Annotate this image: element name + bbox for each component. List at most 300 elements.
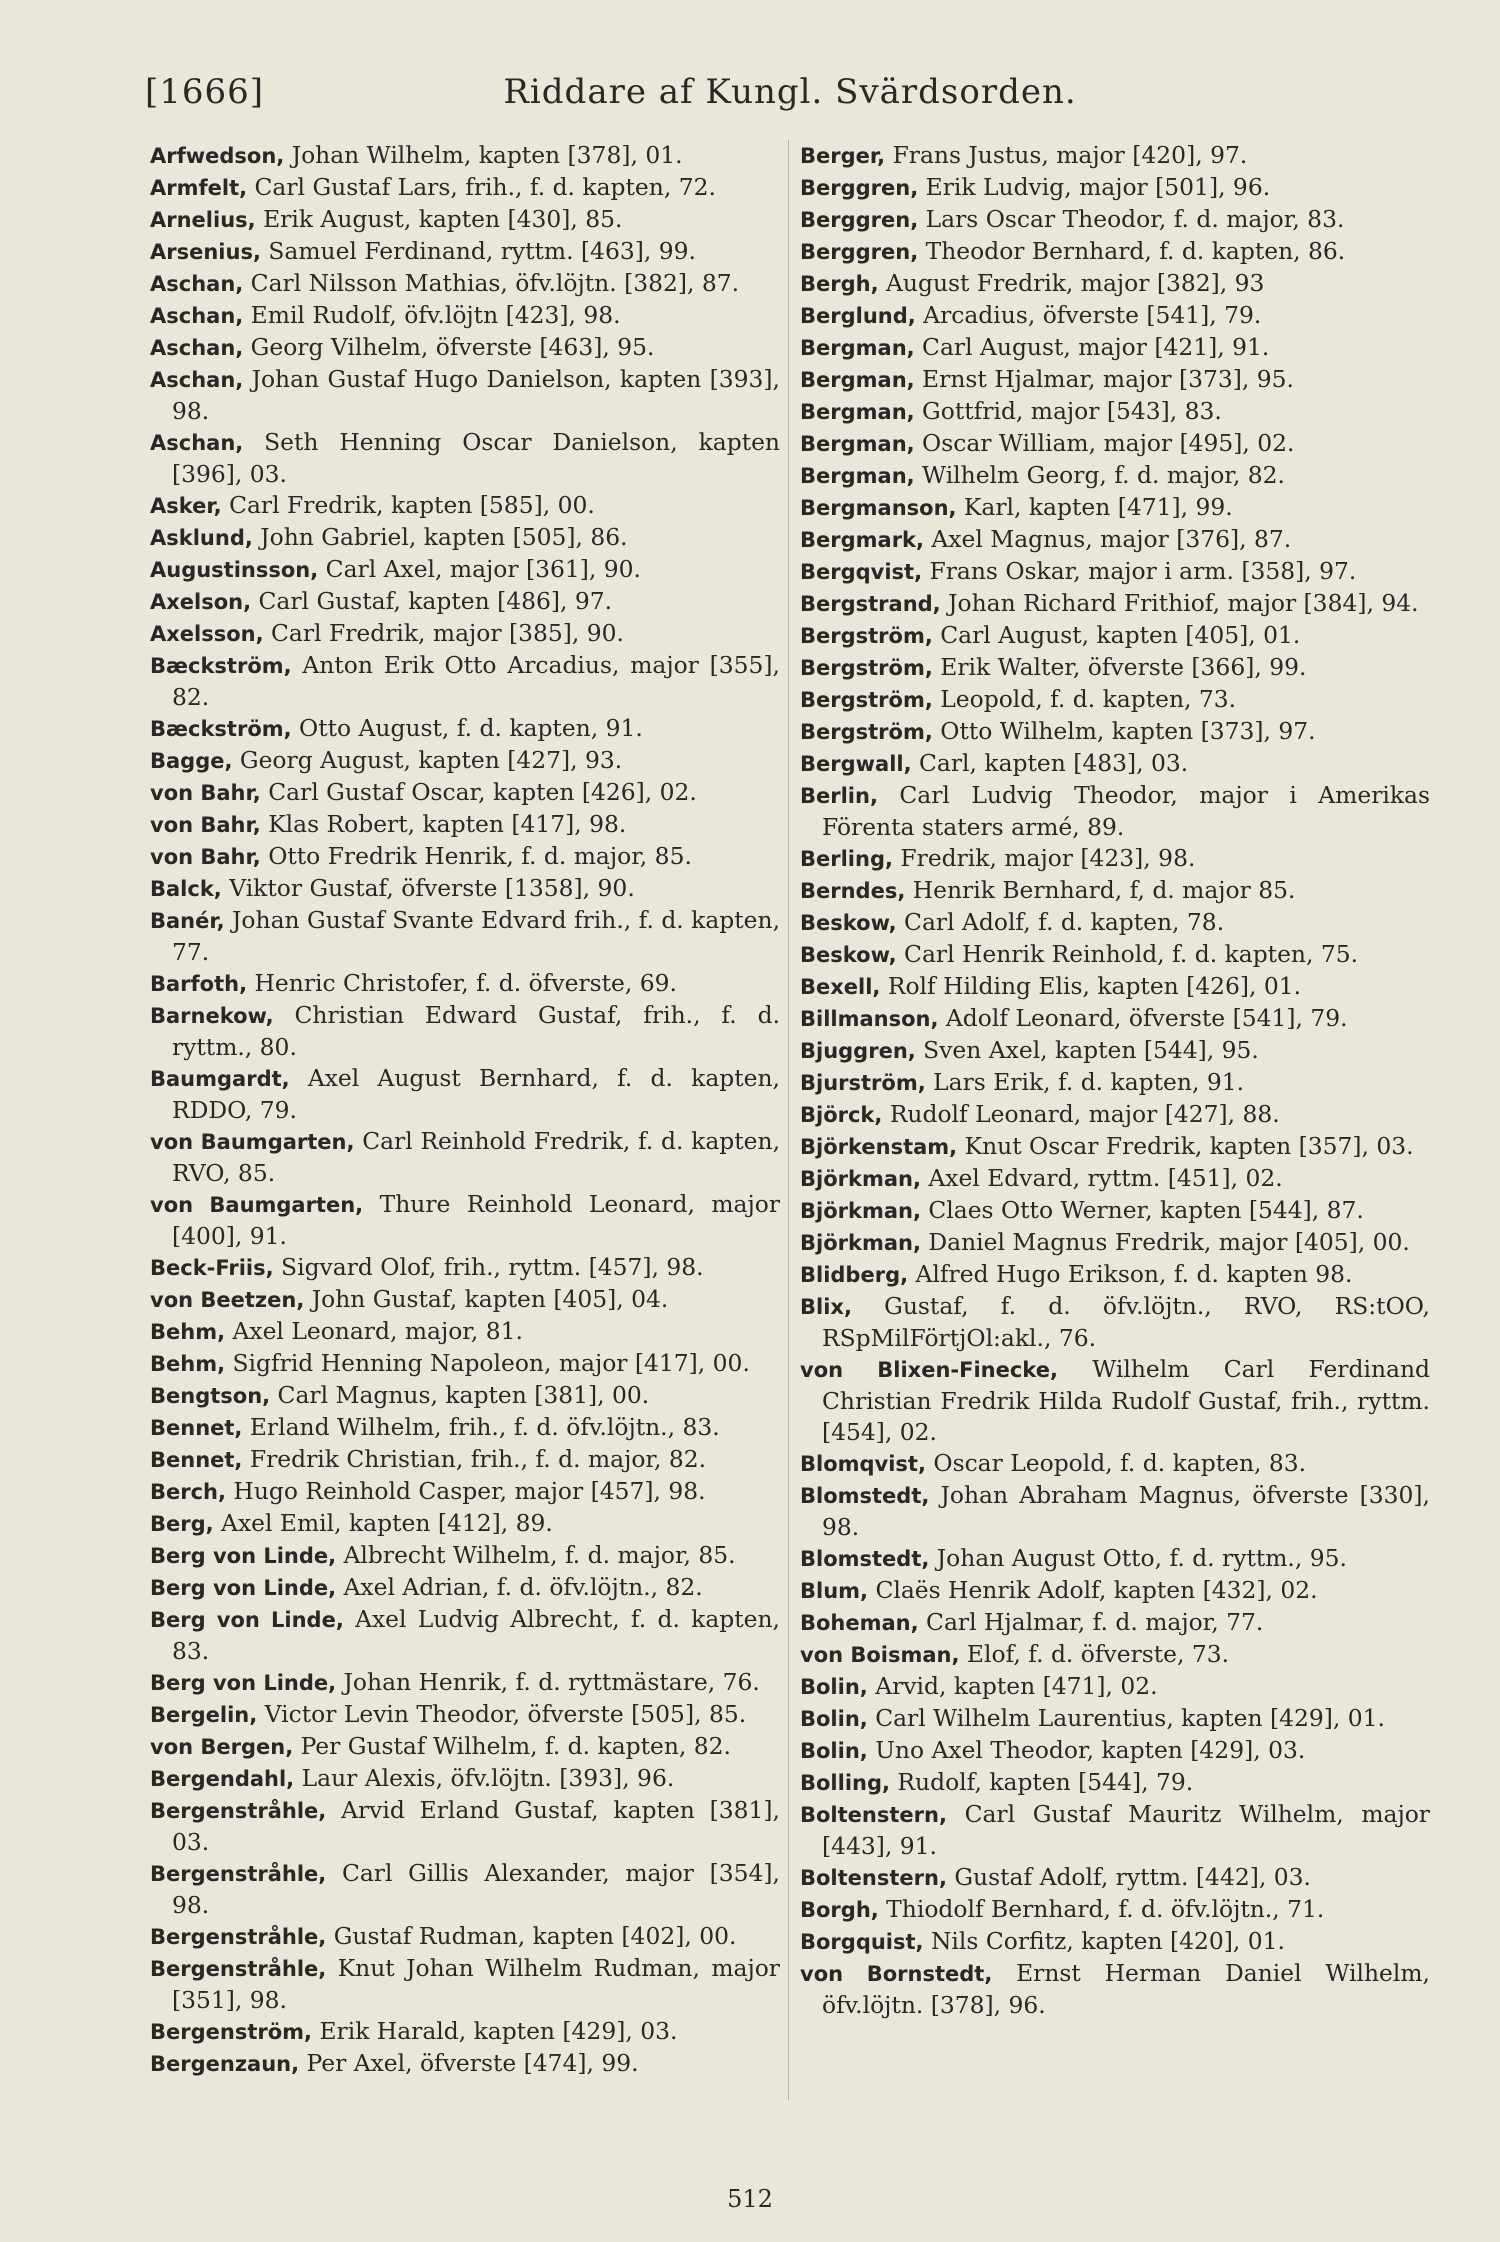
entry-details: Ernst Hjalmar, major [373], 95. [914,365,1294,393]
register-entry [150,777,780,809]
entry-details: Daniel Magnus Fredrik, major [405], 00. [920,1228,1410,1256]
register-entry [150,1284,780,1316]
register-entry [150,300,780,332]
entry-details: Viktor Gustaf, öfverste [1358], 90. [221,874,635,902]
entry-details: Erik August, kapten [430], 85. [255,205,623,233]
entry-surname: Bennet, [150,1416,243,1440]
entry-details: Lars Erik, f. d. kapten, 91. [925,1068,1245,1096]
entry-details: Axel Edvard, ryttm. [451], 02. [920,1164,1283,1192]
entry-details: Lars Oscar Theodor, f. d. major, 83. [918,205,1345,233]
entry-surname: Boheman, [800,1611,919,1635]
register-entry [150,1252,780,1284]
entry-details: Claës Henrik Adolf, kapten [432], 02. [868,1576,1318,1604]
register-entry [800,684,1430,716]
entry-surname: Aschan, [150,368,244,392]
register-entry [800,1543,1430,1575]
register-entry [150,1444,780,1476]
entry-details: Erik Harald, kapten [429], 03. [312,2017,678,2045]
left-column [150,140,780,2080]
entry-details: Axel Adrian, f. d. öfv.löjtn., 82. [336,1573,703,1601]
entry-surname: von Baumgarten, [150,1130,355,1154]
entry-surname: Bergström, [800,688,933,712]
register-entry [150,522,780,554]
register-entry [800,236,1430,268]
entry-details: Wilhelm Georg, f. d. major, 82. [914,461,1285,489]
entry-surname: Bagge, [150,749,233,773]
entry-surname: Balck, [150,877,222,901]
register-columns [150,140,1440,2100]
register-entry [150,1508,780,1540]
entry-details: Elof, f. d. öfverste, 73. [959,1640,1230,1668]
entry-surname: Bæckström, [150,654,292,678]
register-entry [150,1731,780,1763]
entry-details: Henric Christofer, f. d. öfverste, 69. [247,969,677,997]
entry-surname: Bengtson, [150,1384,271,1408]
register-entry [150,1189,780,1252]
entry-details: Victor Levin Theodor, öfverste [505], 85. [257,1700,747,1728]
register-entry [150,1540,780,1572]
entry-details: Carl Hjalmar, f. d. major, 77. [918,1608,1264,1636]
entry-details: Carl August, kapten [405], 01. [932,621,1301,649]
register-entry [800,1480,1430,1543]
register-entry [800,1003,1430,1035]
entry-details: Carl Wilhelm Laurentius, kapten [429], 01. [867,1704,1385,1732]
register-entry [150,586,780,618]
entry-details: Axel Leonard, major, 81. [225,1317,523,1345]
register-entry [800,1195,1430,1227]
entry-surname: von Baumgarten, [150,1193,364,1217]
entry-surname: von Beetzen, [150,1288,305,1312]
entry-details: Rudolf, kapten [544], 79. [890,1768,1194,1796]
entry-details: Axel Emil, kapten [412], 89. [213,1509,553,1537]
entry-details: Ernst Herman Daniel Wilhelm, öfv.löjtn. [378], 96. [822,1959,1430,2019]
entry-surname: Banér, [150,909,225,933]
entry-surname: Behm, [150,1320,226,1344]
entry-details: Johan Henrik, f. d. ryttmästare, 76. [336,1668,760,1696]
entry-details: Carl Axel, major [361], 90. [318,555,641,583]
entry-surname: Arnelius, [150,208,256,232]
page-header [145,62,1435,122]
register-entry [800,875,1430,907]
entry-surname: Bergenstråhle, [150,1862,327,1886]
entry-surname: Bergenzaun, [150,2052,300,2076]
entry-surname: Axelsson, [150,622,264,646]
entry-details: Emil Rudolf, öfv.löjtn [423], 98. [243,301,621,329]
register-entry [800,971,1430,1003]
entry-surname: Berndes, [800,879,906,903]
entry-details: Gustaf, f. d. öfv.löjtn., RVO, RS:tOO, RSpMilFörtjOl:akl., 76. [822,1292,1430,1352]
entry-surname: Bergmanson, [800,496,957,520]
register-entry [800,1703,1430,1735]
register-entry [800,300,1430,332]
register-entry [800,620,1430,652]
header-page-bracket: [1666] [145,72,265,112]
entry-details: Alfred Hugo Erikson, f. d. kapten 98. [908,1260,1353,1288]
entry-surname: Berg von Linde, [150,1671,337,1695]
register-entry [150,809,780,841]
entry-surname: Bennet, [150,1448,243,1472]
register-entry [800,588,1430,620]
register-entry [150,1348,780,1380]
entry-surname: Boltenstern, [800,1803,947,1827]
entry-details: Frans Justus, major [420], 97. [885,141,1248,169]
entry-surname: von Bergen, [150,1735,294,1759]
entry-surname: Bolin, [800,1739,868,1763]
register-entry [150,2016,780,2048]
entry-surname: Borgquist, [800,1930,924,1954]
register-entry [150,140,780,172]
entry-details: Carl Gustaf Lars, frih., f. d. kapten, 72. [247,173,716,201]
entry-surname: Beskow, [800,943,897,967]
register-entry [150,1699,780,1731]
entry-surname: Aschan, [150,304,244,328]
entry-surname: Bolling, [800,1771,890,1795]
entry-surname: Bergwall, [800,752,912,776]
entry-details: Theodor Bernhard, f. d. kapten, 86. [918,237,1346,265]
register-entry [150,2048,780,2080]
register-entry [800,1291,1430,1354]
register-entry [800,204,1430,236]
entry-details: John Gustaf, kapten [405], 04. [304,1285,669,1313]
entry-details: Carl Fredrik, major [385], 90. [263,619,624,647]
register-entry [800,1067,1430,1099]
register-entry [150,490,780,522]
register-entry [150,1667,780,1699]
entry-surname: Blomqvist, [800,1452,926,1476]
entry-surname: Aschan, [150,336,244,360]
entry-surname: Borgh, [800,1898,879,1922]
entry-details: Anton Erik Otto Arcadius, major [355], 82. [172,651,780,711]
entry-details: Carl Henrik Reinhold, f. d. kapten, 75. [896,940,1359,968]
entry-surname: Bergman, [800,336,915,360]
register-entry [150,1476,780,1508]
register-entry [800,1767,1430,1799]
entry-details: Axel Ludvig Albrecht, f. d. kapten, 83. [172,1605,780,1665]
register-entry [150,1316,780,1348]
entry-surname: von Boisman, [800,1643,960,1667]
entry-surname: Berling, [800,847,893,871]
register-entry [800,556,1430,588]
entry-details: August Fredrik, major [382], 93 [878,269,1265,297]
header-title: Riddare af Kungl. Svärdsorden. [503,72,1077,112]
entry-surname: von Blixen-Finecke, [800,1358,1058,1382]
entry-details: Sigvard Olof, frih., ryttm. [457], 98. [273,1253,704,1281]
entry-details: Christian Edward Gustaf, frih., f. d. ryttm., 80. [172,1001,780,1061]
entry-surname: Berglund, [800,304,916,328]
entry-surname: Bergendahl, [150,1767,295,1791]
register-entry [150,1921,780,1953]
entry-surname: Blum, [800,1579,869,1603]
entry-details: Karl, kapten [471], 99. [956,493,1233,521]
entry-surname: Bergström, [800,624,933,648]
register-entry [800,524,1430,556]
entry-surname: Björkman, [800,1199,921,1223]
register-entry [800,492,1430,524]
entry-surname: Axelson, [150,590,252,614]
entry-details: Fredrik Christian, frih., f. d. major, 82. [242,1445,707,1473]
entry-surname: Berlin, [800,784,878,808]
entry-surname: Barfoth, [150,972,248,996]
register-entry [800,140,1430,172]
register-entry [150,1795,780,1858]
entry-surname: Bergenstråhle, [150,1799,327,1823]
entry-details: Claes Otto Werner, kapten [544], 87. [920,1196,1364,1224]
register-entry [150,873,780,905]
entry-surname: Berger, [800,144,886,168]
register-entry [800,1958,1430,2021]
entry-details: Sven Axel, kapten [544], 95. [915,1036,1259,1064]
register-entry [150,1604,780,1667]
entry-surname: Arsenius, [150,240,261,264]
entry-details: Thure Reinhold Leonard, major [400], 91. [172,1190,781,1250]
register-entry [800,1894,1430,1926]
entry-surname: Blidberg, [800,1263,909,1287]
register-entry [800,1448,1430,1480]
register-entry [150,745,780,777]
entry-details: Otto Wilhelm, kapten [373], 97. [932,717,1316,745]
entry-details: Carl Ludvig Theodor, major i Amerikas Förenta staters armé, 89. [822,781,1430,841]
register-entry [800,1354,1430,1448]
register-entry [150,1063,780,1126]
entry-surname: Berg von Linde, [150,1544,337,1568]
entry-surname: von Bahr, [150,845,261,869]
entry-details: Rudolf Leonard, major [427], 88. [882,1100,1280,1128]
entry-surname: von Bahr, [150,813,261,837]
page-number: 512 [727,2185,773,2213]
entry-details: Carl Gillis Alexander, major [354], 98. [172,1859,780,1919]
entry-surname: Bergström, [800,720,933,744]
register-entry [800,1639,1430,1671]
entry-details: Leopold, f. d. kapten, 73. [932,685,1237,713]
entry-surname: Aschan, [150,431,244,455]
entry-details: Carl August, major [421], 91. [914,333,1270,361]
entry-surname: Boltenstern, [800,1866,947,1890]
register-entry [800,1799,1430,1862]
entry-surname: Beck-Friis, [150,1256,274,1280]
entry-details: Axel Magnus, major [376], 87. [924,525,1292,553]
entry-surname: Berggren, [800,208,919,232]
register-entry [800,428,1430,460]
entry-details: Gustaf Rudman, kapten [402], 00. [326,1922,737,1950]
entry-surname: Bergenstråhle, [150,1957,327,1981]
entry-surname: von Bahr, [150,781,261,805]
entry-details: Johan Gustaf Svante Edvard frih., f. d. kapten, 77. [172,906,781,966]
entry-surname: Bergmark, [800,528,924,552]
register-entry [800,716,1430,748]
entry-details: Fredrik, major [423], 98. [892,844,1196,872]
entry-surname: Barnekow, [150,1004,274,1028]
entry-details: Gustaf Adolf, ryttm. [442], 03. [946,1863,1311,1891]
entry-surname: Bexell, [800,975,881,999]
entry-details: Axel August Bernhard, f. d. kapten, RDDO, 79. [172,1064,780,1124]
register-entry [150,1858,780,1921]
register-entry [800,1259,1430,1291]
entry-details: Erland Wilhelm, frih., f. d. öfv.löjtn., 83. [242,1413,720,1441]
register-entry [800,1163,1430,1195]
register-entry [150,1572,780,1604]
entry-surname: Bergman, [800,368,915,392]
entry-details: John Gabriel, kapten [505], 86. [252,523,628,551]
register-entry [800,1575,1430,1607]
entry-details: Samuel Ferdinand, ryttm. [463], 99. [260,237,696,265]
register-entry [150,618,780,650]
register-entry [150,427,780,490]
entry-surname: Berggren, [800,176,919,200]
entry-details: Laur Alexis, öfv.löjtn. [393], 96. [294,1764,675,1792]
entry-details: Carl Gustaf Mauritz Wilhelm, major [443], 91. [822,1800,1430,1860]
entry-surname: Armfelt, [150,176,248,200]
register-entry [150,1953,780,2016]
entry-details: Nils Corfitz, kapten [420], 01. [923,1927,1285,1955]
entry-details: Johan August Otto, f. d. ryttm., 95. [929,1544,1347,1572]
register-entry [150,1763,780,1795]
entry-surname: Björkman, [800,1167,921,1191]
register-entry [800,1735,1430,1767]
page-footer [0,2185,1500,2213]
register-entry [800,460,1430,492]
register-entry [800,396,1430,428]
entry-details: Carl Nilsson Mathias, öfv.löjtn. [382], 87. [243,269,740,297]
register-entry [800,780,1430,843]
entry-surname: Björck, [800,1103,883,1127]
register-entry [150,1126,780,1189]
entry-details: Otto August, f. d. kapten, 91. [291,714,643,742]
entry-surname: Berg von Linde, [150,1576,337,1600]
entry-details: Carl Gustaf Oscar, kapten [426], 02. [260,778,697,806]
entry-details: Carl Adolf, f. d. kapten, 78. [896,908,1225,936]
entry-details: Henrik Bernhard, f, d. major 85. [905,876,1296,904]
entry-surname: Bolin, [800,1675,868,1699]
entry-details: Georg August, kapten [427], 93. [232,746,623,774]
entry-surname: Behm, [150,1352,226,1376]
entry-details: Arvid Erland Gustaf, kapten [381], 03. [172,1796,780,1856]
register-entry [800,939,1430,971]
entry-details: Carl Reinhold Fredrik, f. d. kapten, RVO, 85. [172,1127,781,1187]
entry-surname: Bergström, [800,656,933,680]
entry-surname: Augustinsson, [150,558,319,582]
entry-surname: Blomstedt, [800,1547,930,1571]
entry-surname: Berch, [150,1480,226,1504]
register-entry [800,907,1430,939]
entry-surname: Bæckström, [150,717,292,741]
entry-details: Uno Axel Theodor, kapten [429], 03. [867,1736,1306,1764]
register-entry [800,1035,1430,1067]
entry-details: Carl Gustaf, kapten [486], 97. [251,587,613,615]
register-entry [150,332,780,364]
entry-details: Rolf Hilding Elis, kapten [426], 01. [880,972,1302,1000]
register-entry [150,905,780,968]
entry-details: Per Gustaf Wilhelm, f. d. kapten, 82. [293,1732,731,1760]
register-entry [150,204,780,236]
entry-surname: Bjurström, [800,1071,926,1095]
entry-details: Erik Walter, öfverste [366], 99. [932,653,1307,681]
entry-surname: Berggren, [800,240,919,264]
entry-details: Oscar Leopold, f. d. kapten, 83. [925,1449,1307,1477]
entry-details: Gottfrid, major [543], 83. [914,397,1222,425]
entry-details: Hugo Reinhold Casper, major [457], 98. [225,1477,706,1505]
entry-surname: Aschan, [150,272,244,296]
entry-surname: Berg von Linde, [150,1608,344,1632]
entry-details: Knut Oscar Fredrik, kapten [357], 03. [957,1132,1414,1160]
entry-details: Klas Robert, kapten [417], 98. [260,810,627,838]
entry-details: Johan Gustaf Hugo Danielson, kapten [393], 98. [172,365,780,425]
register-entry [150,364,780,427]
entry-details: Arvid, kapten [471], 02. [867,1672,1158,1700]
entry-surname: Bergelin, [150,1703,258,1727]
register-entry [150,650,780,713]
entry-details: Johan Wilhelm, kapten [378], 01. [284,141,683,169]
entry-surname: Blix, [800,1295,852,1319]
entry-details: Otto Fredrik Henrik, f. d. major, 85. [260,842,692,870]
register-entry [800,748,1430,780]
right-column [800,140,1430,2021]
entry-surname: Blomstedt, [800,1484,930,1508]
register-entry [150,713,780,745]
register-entry [150,268,780,300]
entry-details: Per Axel, öfverste [474], 99. [299,2049,639,2077]
entry-details: Knut Johan Wilhelm Rudman, major [351], 98. [172,1954,780,2014]
register-entry [150,1380,780,1412]
entry-surname: Billmanson, [800,1007,939,1031]
register-entry [150,841,780,873]
register-entry [800,364,1430,396]
entry-surname: Beskow, [800,911,897,935]
register-entry [150,1000,780,1063]
register-entry [150,554,780,586]
entry-details: Seth Henning Oscar Danielson, kapten [396], 03. [172,428,780,488]
entry-surname: Björkenstam, [800,1135,958,1159]
register-entry [150,236,780,268]
entry-surname: Bergman, [800,400,915,424]
entry-surname: Bjuggren, [800,1039,916,1063]
register-entry [800,268,1430,300]
entry-surname: Berg, [150,1512,214,1536]
entry-details: Carl Magnus, kapten [381], 00. [270,1381,650,1409]
entry-surname: Bergman, [800,432,915,456]
register-entry [150,968,780,1000]
entry-details: Adolf Leonard, öfverste [541], 79. [938,1004,1348,1032]
entry-surname: Bergenström, [150,2020,313,2044]
entry-surname: Asker, [150,494,222,518]
entry-surname: Bergh, [800,272,879,296]
register-entry [800,1607,1430,1639]
entry-details: Arcadius, öfverste [541], 79. [915,301,1262,329]
entry-surname: Björkman, [800,1231,921,1255]
register-entry [800,652,1430,684]
entry-surname: Bolin, [800,1707,868,1731]
register-entry [800,1862,1430,1894]
entry-details: Albrecht Wilhelm, f. d. major, 85. [336,1541,736,1569]
entry-details: Johan Richard Frithiof, major [384], 94. [940,589,1419,617]
register-entry [800,1131,1430,1163]
register-entry [800,843,1430,875]
register-entry [800,172,1430,204]
entry-details: Georg Vilhelm, öfverste [463], 95. [243,333,655,361]
entry-details: Johan Abraham Magnus, öfverste [330], 98. [822,1481,1430,1541]
entry-details: Carl Fredrik, kapten [585], 00. [221,491,595,519]
entry-details: Wilhelm Carl Ferdinand Christian Fredrik Hilda Rudolf Gustaf, frih., ryttm. [454], 02. [822,1355,1430,1446]
entry-details: Oscar William, major [495], 02. [914,429,1295,457]
entry-surname: Baumgardt, [150,1067,290,1091]
register-entry [800,1099,1430,1131]
entry-surname: Bergman, [800,464,915,488]
entry-details: Carl, kapten [483], 03. [911,749,1189,777]
entry-surname: Arfwedson, [150,144,285,168]
register-entry [150,172,780,204]
entry-surname: von Bornstedt, [800,1962,993,1986]
register-entry [150,1412,780,1444]
entry-details: Erik Ludvig, major [501], 96. [918,173,1271,201]
